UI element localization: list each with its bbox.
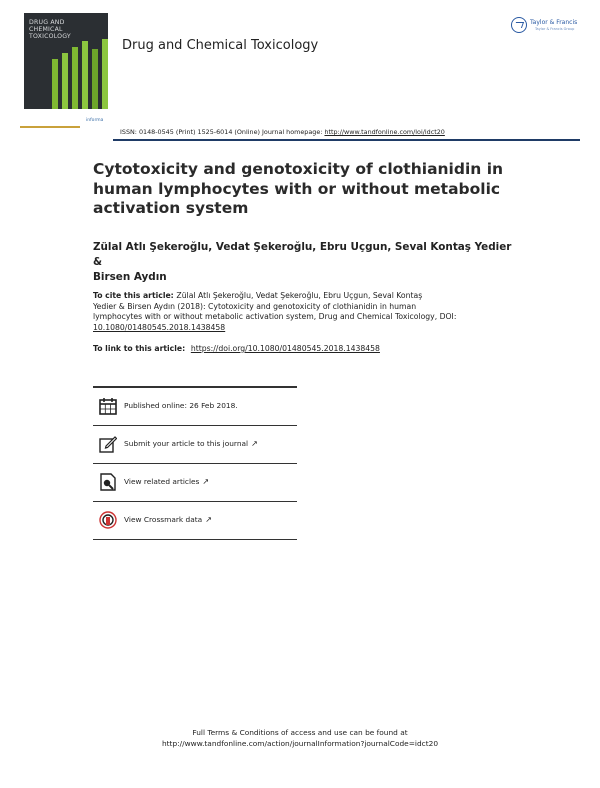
article-title [93, 160, 523, 219]
header-rule [113, 139, 580, 141]
meta-published [93, 388, 297, 426]
issn-text: ISSN: 0148-0545 (Print) 1525-6014 (Online) Journal homepage: [120, 128, 325, 136]
citation-text: Zülal Atlı Şekeroğlu, Vedat Şekeroğlu, Ebru Uçgun, Seval Kontaş [176, 291, 423, 300]
external-link-icon: ↗ [205, 515, 212, 524]
article-link-label: To link to this article: [93, 344, 188, 353]
published-date: Published online: 26 Feb 2018. [124, 401, 238, 410]
cover-title-line: TOXICOLOGY [29, 33, 71, 40]
publisher-logo-icon [511, 17, 527, 33]
cover-footer-line [20, 126, 80, 128]
submit-article-link[interactable] [93, 426, 297, 464]
crossmark-label [124, 515, 212, 524]
citation-text: Yedier & Birsen Aydın (2018): Cytotoxicity and genotoxicity of clothianidin in human [93, 301, 417, 311]
crossmark-text: View Crossmark data [124, 515, 203, 524]
related-articles-link[interactable] [93, 464, 297, 502]
external-link-icon: ↗ [251, 439, 258, 448]
issn-line [120, 128, 445, 136]
article-doi-link[interactable]: https://doi.org/10.1080/01480545.2018.1438458 [190, 344, 380, 353]
crossmark-link[interactable] [93, 502, 297, 540]
submit-article-text: Submit your article to this journal [124, 439, 249, 448]
cover-title-line: DRUG AND [29, 19, 65, 26]
article-link-row [93, 344, 380, 353]
journal-cover [24, 13, 108, 109]
related-articles-text: View related articles [124, 477, 200, 486]
terms-footer [0, 727, 600, 749]
external-link-icon: ↗ [202, 477, 210, 486]
related-articles-label [124, 477, 209, 486]
cover-title-line: CHEMICAL [29, 26, 63, 33]
terms-text: Full Terms & Conditions of access and use can be found at [192, 728, 408, 737]
informa-logo: informa [86, 118, 104, 123]
cover-title [29, 19, 71, 40]
author-line: Zülal Atlı Şekeroğlu, Vedat Şekeroğlu, Ebru Uçgun, Seval Kontaş Yedier & [93, 241, 512, 268]
publisher-name: Taylor & Francis [530, 19, 578, 26]
crossmark-icon [99, 511, 117, 529]
journal-title: Drug and Chemical Toxicology [122, 38, 319, 53]
cover-stripes [50, 39, 108, 109]
terms-url[interactable]: http://www.tandfonline.com/action/journalInformation?journalCode=idct20 [161, 739, 439, 748]
article-title-line: Cytotoxicity and genotoxicity of clothianidin in [93, 160, 504, 178]
article-title-line: activation system [93, 199, 249, 217]
citation-label: To cite this article: [93, 291, 177, 300]
citation-block [93, 291, 503, 333]
citation-text: lymphocytes with or without metabolic activation system, Drug and Chemical Toxicology, DOI: [93, 312, 457, 322]
submit-article-label [124, 439, 258, 448]
journal-homepage-link[interactable]: http://www.tandfonline.com/loi/idct20 [324, 128, 445, 136]
citation-doi-link[interactable]: 10.1080/01480545.2018.1438458 [93, 322, 226, 332]
author-list [93, 240, 513, 285]
edit-icon [99, 435, 117, 453]
publisher-subname: Taylor & Francis Group [535, 27, 575, 31]
calendar-icon [99, 397, 117, 415]
search-document-icon [99, 473, 117, 491]
publisher-logo[interactable] [511, 15, 581, 41]
article-title-line: human lymphocytes with or without metabolic [93, 179, 501, 198]
author-line: Birsen Aydın [93, 271, 167, 283]
